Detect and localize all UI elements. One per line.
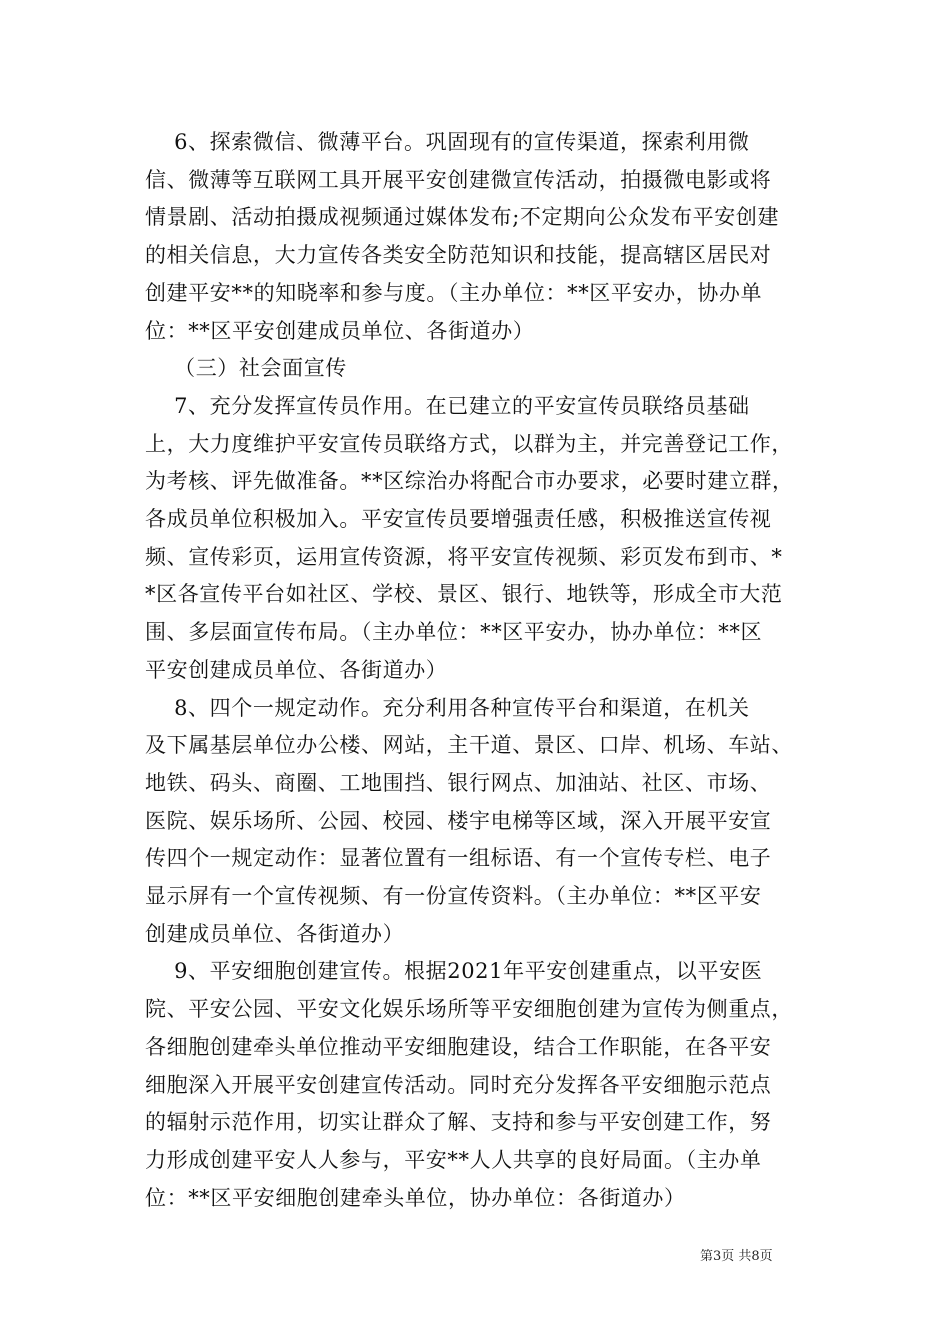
- paragraph-7-line-3: 为考核、评先做准备。**区综治办将配合市办要求，必要时建立群，: [145, 469, 794, 493]
- paragraph-8-line-3: 地铁、码头、商圈、工地围挡、银行网点、加油站、社区、市场、: [145, 771, 772, 795]
- paragraph-8-line-1: 8、四个一规定动作。充分利用各种宣传平台和渠道，在机关: [145, 696, 750, 720]
- paragraph-9-line-2: 院、平安公园、平安文化娱乐场所等平安细胞创建为宣传为侧重点，: [145, 997, 793, 1021]
- paragraph-9-line-5: 的辐射示范作用，切实让群众了解、支持和参与平安创建工作，努: [145, 1110, 772, 1134]
- paragraph-7-line-1: 7、充分发挥宣传员作用。在已建立的平安宣传员联络员基础: [145, 394, 750, 418]
- paragraph-8-line-2: 及下属基层单位办公楼、网站，主干道、景区、口岸、机场、车站、: [145, 733, 793, 757]
- paragraph-7-line-2: 上，大力度维护平安宣传员联络方式，以群为主，并完善登记工作，: [145, 432, 793, 456]
- paragraph-9-line-3: 各细胞创建牵头单位推动平安细胞建设，结合工作职能，在各平安: [145, 1035, 772, 1059]
- paragraph-7-line-7: 围、多层面宣传布局。（主办单位：**区平安办，协办单位：**区: [145, 620, 763, 644]
- paragraph-9-line-4: 细胞深入开展平安创建宣传活动。同时充分发挥各平安细胞示范点: [145, 1073, 772, 1097]
- paragraph-8-line-7: 创建成员单位、各街道办）: [145, 922, 405, 946]
- paragraph-8-line-4: 医院、娱乐场所、公园、校园、楼宇电梯等区域，深入开展平安宣: [145, 809, 772, 833]
- paragraph-6-line-5: 创建平安**的知晓率和参与度。（主办单位：**区平安办，协办单: [145, 281, 763, 305]
- paragraph-6-line-2: 信、微薄等互联网工具开展平安创建微宣传活动，拍摄微电影或将: [145, 168, 772, 192]
- paragraph-7-line-6: *区各宣传平台如社区、学校、景区、银行、地铁等，形成全市大范: [145, 582, 783, 606]
- paragraph-9-line-6: 力形成创建平安人人参与，平安**人人共享的良好局面。（主办单: [145, 1148, 762, 1172]
- paragraph-9-line-1: 9、平安细胞创建宣传。根据2021年平安创建重点，以平安医: [145, 959, 763, 983]
- paragraph-8-line-6: 显示屏有一个宣传视频、有一份宣传资料。（主办单位：**区平安: [145, 884, 762, 908]
- paragraph-8-line-5: 传四个一规定动作：显著位置有一组标语、有一个宣传专栏、电子: [145, 846, 772, 870]
- section-heading-social: （三）社会面宣传: [145, 356, 347, 380]
- paragraph-6-line-6: 位：**区平安创建成员单位、各街道办）: [145, 319, 535, 343]
- paragraph-7-line-8: 平安创建成员单位、各街道办）: [145, 658, 448, 682]
- paragraph-7-line-4: 各成员单位积极加入。平安宣传员要增强责任感，积极推送宣传视: [145, 507, 772, 531]
- paragraph-9-line-7: 位：**区平安细胞创建牵头单位，协办单位：各街道办）: [145, 1186, 686, 1210]
- paragraph-6-line-3: 情景剧、活动拍摄成视频通过媒体发布;不定期向公众发布平安创建: [145, 205, 780, 229]
- paragraph-7-line-5: 频、宣传彩页，运用宣传资源，将平安宣传视频、彩页发布到市、*: [145, 545, 783, 569]
- paragraph-6-line-4: 的相关信息，大力宣传各类安全防范知识和技能，提高辖区居民对: [145, 243, 772, 267]
- page-number-footer: 第3页 共8页: [700, 1249, 773, 1264]
- paragraph-6-line-1: 6、探索微信、微薄平台。巩固现有的宣传渠道，探索利用微: [145, 130, 750, 154]
